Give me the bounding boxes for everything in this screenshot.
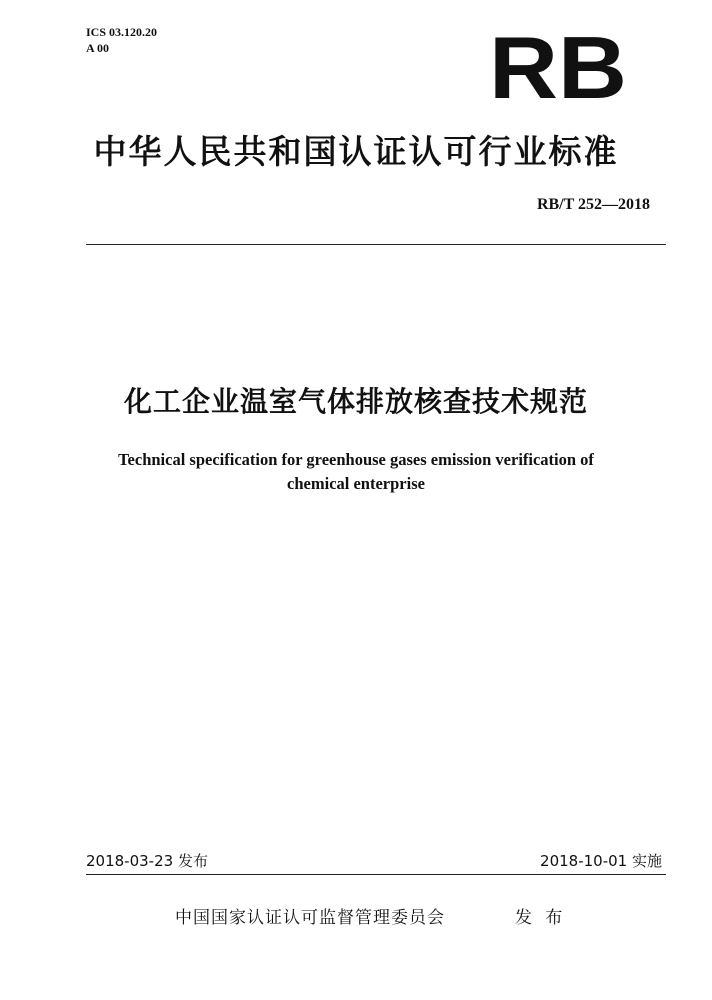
- rb-logo: [488, 34, 628, 102]
- document-title-chinese: 化工企业温室气体排放核查技术规范: [123, 385, 588, 418]
- english-title-line-1: Technical specification for greenhouse gases emission verification of: [118, 450, 594, 469]
- document-title-english: [60, 448, 652, 496]
- ics-code: ICS 03.120.20: [86, 25, 158, 39]
- standard-number: RB/T 252—2018: [536, 196, 650, 213]
- publisher-name: 中国国家认证认可监督管理委员会: [175, 908, 445, 928]
- effective-date: 2018-10-01 实施: [540, 852, 662, 870]
- english-title-line-2: chemical enterprise: [287, 474, 425, 493]
- classification-codes: [86, 24, 157, 56]
- rb-logo-text: RB: [489, 34, 627, 102]
- issue-date: 2018-03-23 发布: [86, 852, 208, 870]
- footer-divider: [86, 874, 666, 875]
- header-divider: [86, 244, 666, 245]
- org-title: 中华人民共和国认证认可行业标准: [93, 132, 619, 171]
- ccs-code: A 00: [86, 41, 110, 55]
- publish-label: 发 布: [515, 908, 567, 928]
